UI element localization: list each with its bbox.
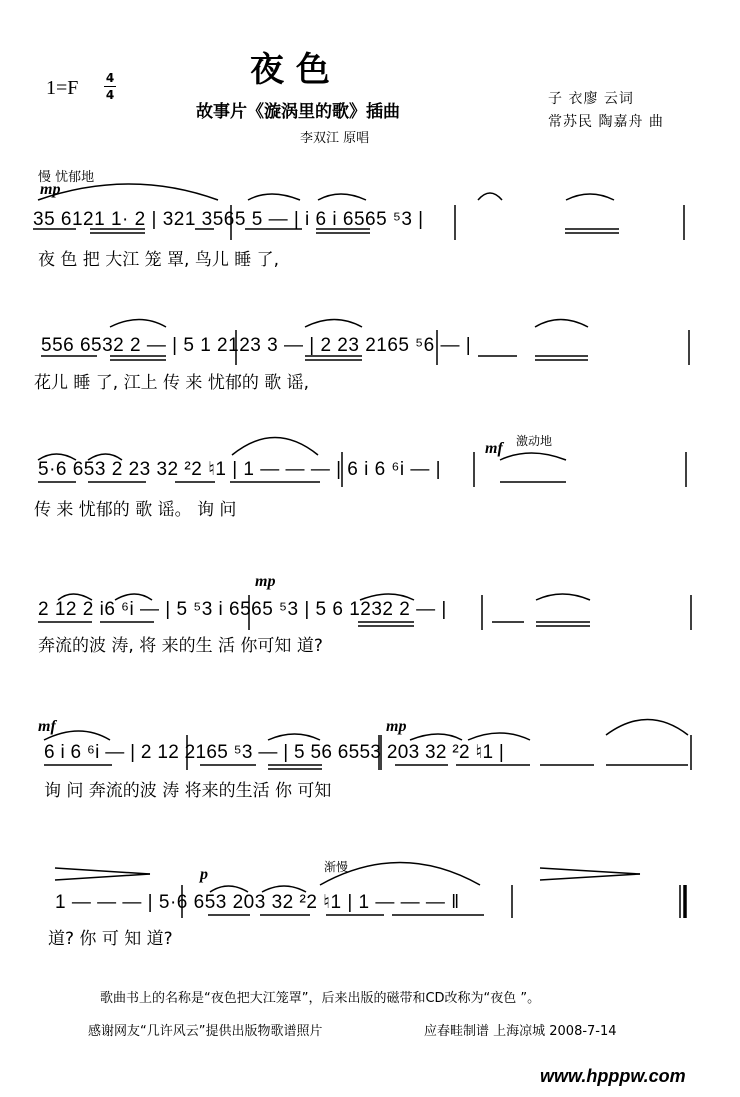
notation-line: 35 6121 1· 2 | 321 3565 5 — | i 6 i 6565 ⁵3 | <box>33 209 424 230</box>
time-signature-top: 4 <box>105 71 115 85</box>
lyrics-line: 花儿 睡 了, 江上 传 来 忧郁的 歌 谣, <box>34 373 310 393</box>
lyrics-line: 夜 色 把 大江 笼 罩, 鸟儿 睡 了, <box>38 250 280 270</box>
key-signature: 1=F <box>46 77 79 99</box>
dynamic-marking: mp <box>255 573 276 590</box>
expression-marking: 渐慢 <box>324 860 349 874</box>
dynamic-marking: mp <box>40 181 61 198</box>
lyrics-line: 奔流的波 涛, 将 来的生 活 你可知 道? <box>38 636 323 656</box>
time-signature-bottom: 4 <box>105 88 115 102</box>
notation-line: 556 6532 2 — | 5 1 2123 3 — | 2 23 2165 ⁵6 — | <box>41 335 472 356</box>
page-title: 夜 色 <box>250 50 330 90</box>
dynamic-marking: mf <box>38 718 56 735</box>
footer-maker: 应春畦制谱 上海凉城 2008-7-14 <box>424 1024 617 1039</box>
page-subtitle: 故事片《漩涡里的歌》插曲 <box>196 102 400 122</box>
lyrics-line: 传 来 忧郁的 歌 谣。 询 问 <box>34 500 237 520</box>
original-singer: 李双江 原唱 <box>300 131 370 146</box>
expression-marking: 激动地 <box>516 434 553 448</box>
watermark: www.hpppw.com <box>540 1066 686 1086</box>
dynamic-marking-2: mp <box>386 718 407 735</box>
dynamic-marking: mf <box>485 440 503 457</box>
notation-line: 2 12 2 i6 ⁶i — | 5 ⁵3 i 6565 ⁵3 | 5 6 1232 2 — | <box>38 599 447 620</box>
lyricist-credit: 子 衣廖 云词 <box>548 91 634 107</box>
tempo-marking: 慢 忧郁地 <box>38 170 95 185</box>
dynamic-marking: p <box>200 866 208 883</box>
notation-line: 1 — — — | 5·6 653 203 32 ²2 ♮1 | 1 — — — ‖ <box>55 892 460 913</box>
lyrics-line: 道? 你 可 知 道? <box>48 929 173 949</box>
composer-credit: 常苏民 陶嘉舟 曲 <box>548 114 664 130</box>
notation-line: 5·6 653 2 23 32 ²2 ♮1 | 1 — — — | 6 i 6 ⁶i — | <box>38 459 442 480</box>
footer-note: 歌曲书上的名称是“夜色把大江笼罩”，后来出版的磁带和CD改称为“夜色 ”。 <box>100 991 541 1006</box>
lyrics-line: 询 问 奔流的波 涛 将来的生活 你 可知 <box>44 781 332 801</box>
notation-line: 6 i 6 ⁶i — | 2 12 2165 ⁵3 — | 5 56 6553 203 32 ²2 ♮1 | <box>44 742 505 763</box>
footer-thanks: 感谢网友“几许风云”提供出版物歌谱照片 <box>88 1024 323 1039</box>
